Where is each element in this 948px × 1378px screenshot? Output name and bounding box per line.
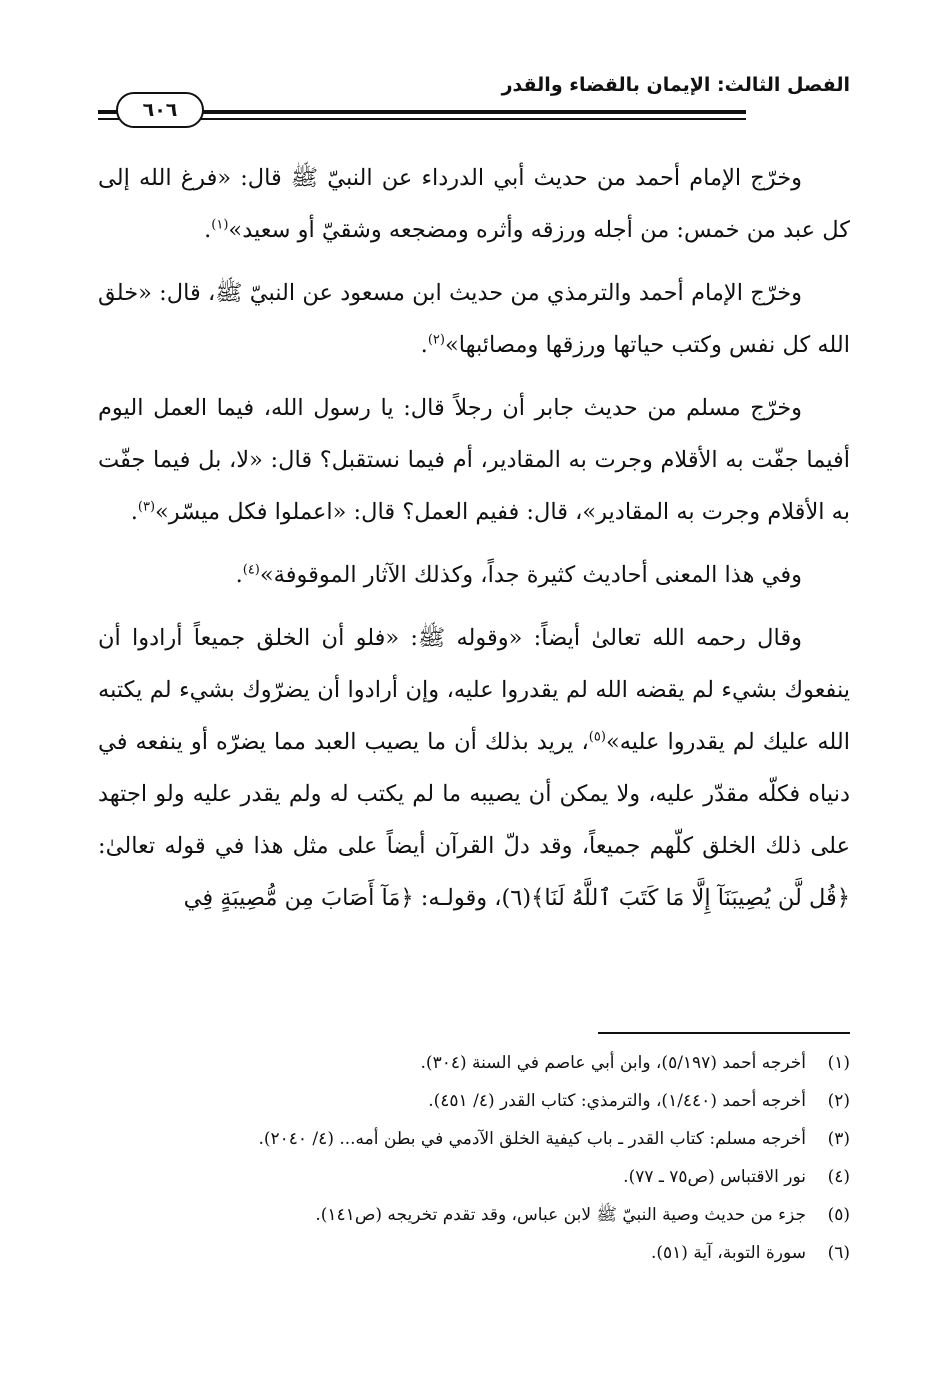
- footnote: [98, 1082, 850, 1120]
- footnote: [98, 1234, 850, 1272]
- main-text: [98, 152, 850, 935]
- page-number-rule: [98, 110, 118, 114]
- page-header: [98, 68, 850, 128]
- footnote: [98, 1158, 850, 1196]
- footnote-separator: [598, 1032, 850, 1034]
- page-number-badge: [116, 92, 204, 128]
- footnote-text: أخرجه مسلم: كتاب القدر ـ باب كيفية الخلق الآدمي في بطن أمه... (٤/ ٢٠٤٠).: [258, 1129, 806, 1149]
- footnote-text: نور الاقتباس (ص٧٥ ـ ٧٧).: [623, 1167, 806, 1187]
- footnotes: [98, 1044, 850, 1272]
- footnote-number: (٥): [827, 1205, 850, 1225]
- footnote-number: (٦): [827, 1243, 850, 1263]
- paragraph-text: وخرّج مسلم من حديث جابر أن رجلاً قال: يا رسول الله، فيما العمل اليوم أفيما جفّت به الأقلام وجرت به المقادير، أم فيما نستقبل؟ قال: «لا، بل فيما جفّت به الأقلام وجرت به المقادير»، قال: ففيم العمل؟ قال: «اعملوا فكل ميسّر»: [98, 395, 850, 525]
- footnote-reference: (٤): [242, 562, 260, 578]
- footnote-reference: (١): [211, 217, 229, 233]
- footnote: [98, 1196, 850, 1234]
- paragraph-tail: .: [204, 217, 212, 243]
- paragraph: [98, 382, 850, 538]
- footnote-text: أخرجه أحمد (١/٤٤٠)، والترمذي: كتاب القدر (٤/ ٤٥١).: [428, 1091, 806, 1111]
- footnote-reference: (٣): [137, 499, 156, 515]
- paragraph-text: وقال رحمه الله تعالىٰ أيضاً: «وقوله ﷺ: «فلو أن الخلق جميعاً أرادوا أن ينفعوك بشيء لم يقضه الله لم يقدروا عليه، وإن أرادوا أن يضرّوك بشيء لم يكتبه الله عليك لم يقدروا عليه»: [98, 625, 850, 755]
- footnote-number: (٢): [827, 1091, 850, 1111]
- paragraph: [98, 612, 850, 924]
- paragraph-text: وخرّج الإمام أحمد والترمذي من حديث ابن مسعود عن النبيّ ﷺ، قال: «خلق الله كل نفس وكتب حياتها ورزقها ومصائبها»: [98, 280, 850, 358]
- chapter-title: الفصل الثالث: الإيمان بالقضاء والقدر: [501, 74, 850, 96]
- footnote-number: (١): [827, 1053, 850, 1073]
- footnote-text: جزء من حديث وصية النبيّ ﷺ لابن عباس، وقد تقدم تخريجه (ص١٤١).: [315, 1205, 806, 1225]
- footnote: [98, 1044, 850, 1082]
- paragraph: [98, 152, 850, 256]
- paragraph-tail: ، يريد بذلك أن ما يصيب العبد مما يضرّه أو ينفعه في دنياه فكلّه مقدّر عليه، ولا يمكن أن يصيبه ما لم يكتب له ولم يقدر عليه ولو اجتهد على ذلك الخلق كلّهم جميعاً، وقد دلّ القرآن أيضاً على مثل هذا في قوله تعالىٰ: ﴿قُل لَّن يُصِيبَنَآ إِلَّا مَا كَتَبَ ٱللَّهُ لَنَا﴾(٦)، وقولـه: ﴿مَآ أَصَابَ مِن مُّصِيبَةٍ فِي: [98, 729, 850, 911]
- footnote-text: أخرجه أحمد (٥/١٩٧)، وابن أبي عاصم في السنة (٣٠٤).: [420, 1053, 806, 1073]
- paragraph-text: وفي هذا المعنى أحاديث كثيرة جداً، وكذلك الآثار الموقوفة»: [259, 562, 802, 588]
- paragraph-text: وخرّج الإمام أحمد من حديث أبي الدرداء عن النبيّ ﷺ قال: «فرغ الله إلى كل عبد من خمس: من أجله ورزقه وأثره ومضجعه وشقيّ أو سعيد»: [98, 165, 850, 243]
- paragraph-tail: .: [235, 562, 243, 588]
- paragraph-tail: .: [130, 499, 138, 525]
- footnote-number: (٣): [827, 1129, 850, 1149]
- footnote-reference: (٥): [588, 729, 606, 745]
- footnote: [98, 1120, 850, 1158]
- footnote-reference: (٢): [427, 332, 445, 348]
- paragraph: [98, 267, 850, 371]
- page-number: ٦٠٦: [142, 99, 178, 121]
- paragraph: [98, 549, 850, 601]
- footnote-number: (٤): [827, 1167, 850, 1187]
- footnote-text: سورة التوبة، آية (٥١).: [650, 1243, 806, 1263]
- paragraph-tail: .: [420, 332, 428, 358]
